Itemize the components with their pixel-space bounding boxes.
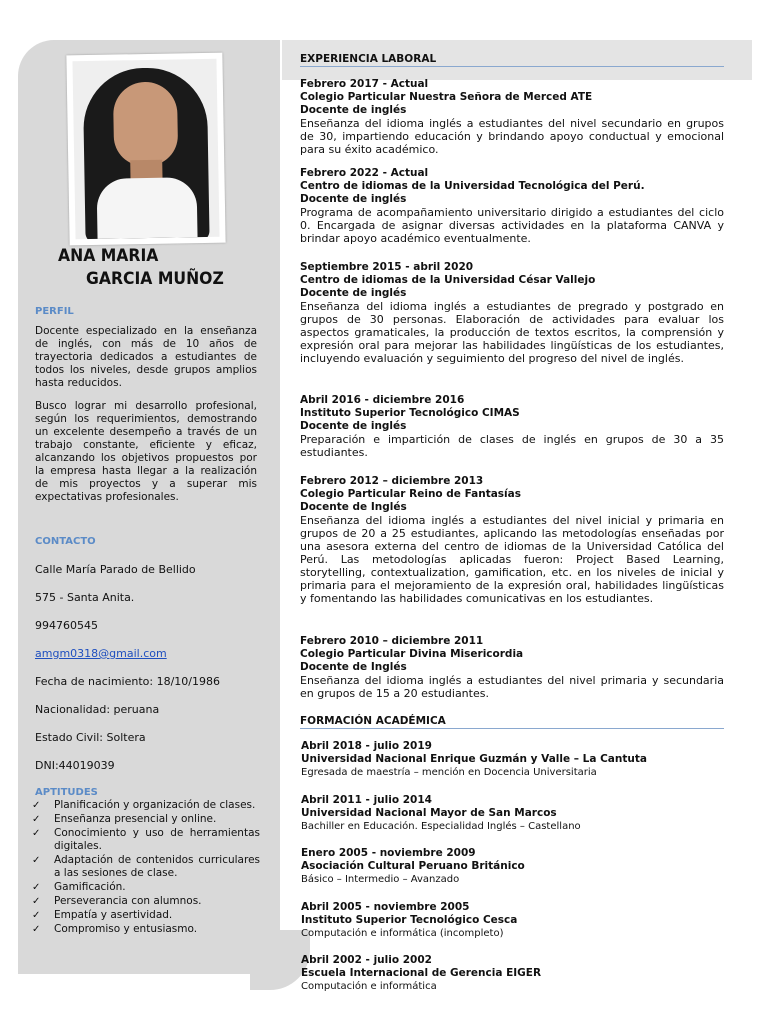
education-detail: Computación e informática (incompleto) [301, 928, 504, 939]
name-last: GARCIA MUÑOZ [86, 269, 224, 289]
job-description: Programa de acompañamiento universitario dirigido a estudiantes del ciclo 0. Encargada de asignar diversas actividades en la plataforma CANVA y brindar apoyo académico eventualmente. [300, 206, 724, 245]
education-org: Universidad Nacional Enrique Guzmán y Valle – La Cantuta [301, 753, 647, 765]
contact-civil: Estado Civil: Soltera [35, 731, 146, 744]
education-org: Escuela Internacional de Gerencia EIGER [301, 967, 542, 979]
checkmark-icon: ✓ [32, 910, 41, 921]
job-org: Colegio Particular Divina Misericordia [300, 648, 524, 660]
job-org: Centro de idiomas de la Universidad Tecnológica del Perú. [300, 180, 645, 192]
job-role: Docente de inglés [300, 104, 407, 116]
contact-dni: DNI:44019039 [35, 759, 115, 772]
job-period: Febrero 2010 – diciembre 2011 [300, 635, 484, 647]
education-heading: FORMACIÓN ACADÉMICA [300, 715, 724, 729]
job-period: Abril 2016 - diciembre 2016 [300, 394, 465, 406]
skills-list [32, 799, 260, 937]
checkmark-icon: ✓ [32, 882, 41, 893]
skill-item: ✓ Planificación y organización de clases. [32, 799, 256, 811]
education-period: Enero 2005 - noviembre 2009 [301, 847, 476, 859]
job-period: Febrero 2022 - Actual [300, 167, 429, 179]
job-description: Enseñanza del idioma inglés a estudiantes del nivel primaria y secundaria en grupos de 15 a 20 estudiantes. [300, 674, 724, 700]
contact-birth: Fecha de nacimiento: 18/10/1986 [35, 675, 220, 688]
contact-address: Calle María Parado de Bellido [35, 563, 196, 576]
checkmark-icon: ✓ [32, 896, 41, 907]
education-entry [301, 794, 725, 833]
job-entry [300, 261, 724, 365]
skill-item: ✓ Empatía y asertividad. [32, 909, 173, 921]
education-org: Asociación Cultural Peruano Británico [301, 860, 525, 872]
skill-item: ✓ Compromiso y entusiasmo. [32, 923, 198, 935]
contact-nationality: Nacionalidad: peruana [35, 703, 160, 716]
checkmark-icon: ✓ [32, 800, 41, 811]
name-first: ANA MARIA [58, 246, 159, 266]
job-entry [300, 635, 724, 700]
profile-heading: PERFIL [35, 306, 74, 317]
education-detail: Básico – Intermedio – Avanzado [301, 874, 460, 885]
job-period: Septiembre 2015 - abril 2020 [300, 261, 474, 273]
skill-item: ✓ Gamificación. [32, 881, 126, 893]
contact-district: 575 - Santa Anita. [35, 591, 135, 604]
job-org: Colegio Particular Reino de Fantasías [300, 488, 521, 500]
contact-heading: CONTACTO [35, 536, 96, 547]
education-entry [301, 954, 725, 993]
job-entry [300, 167, 724, 245]
checkmark-icon: ✓ [32, 814, 41, 825]
skill-item: ✓ Perseverancia con alumnos. [32, 895, 202, 907]
education-detail: Computación e informática [301, 981, 437, 992]
education-period: Abril 2011 - julio 2014 [301, 794, 432, 806]
job-entry [300, 394, 724, 459]
contact-email-link[interactable]: amgm0318@gmail.com [35, 647, 167, 660]
job-description: Enseñanza del idioma inglés a estudiantes del nivel inicial y primaria en grupos de 20 a 25 estudiantes, aplicando las metodologías enseñadas por una asesora externa del centro de idiomas de la Universidad Católica del Perú. Las metodologías aplicadas fueron: Project Based Learning, storytelling, contextualization, gamification, etc. en los niveles de inicial y primaria para el mejoramiento de la expresión oral, habilidades lingüísticas y fomentando las habilidades comunicativas en los estudiantes. [300, 514, 724, 605]
job-org: Centro de idiomas de la Universidad César Vallejo [300, 274, 596, 286]
checkmark-icon: ✓ [32, 828, 41, 839]
skill-item: ✓ Enseñanza presencial y online. [32, 813, 217, 825]
job-period: Febrero 2012 – diciembre 2013 [300, 475, 484, 487]
education-entry [301, 901, 725, 940]
education-detail: Bachiller en Educación. Especialidad Inglés – Castellano [301, 821, 581, 832]
contact-phone: 994760545 [35, 619, 98, 632]
profile-paragraph-2: Busco lograr mi desarrollo profesional, según los requerimientos, demostrando un excelente desempeño a través de un trabajo constante, eficiente y eficaz, alcanzando los objetivos propuestos por la empresa hasta llegar a la realización de mis proyectos y a superar mis expectativas profesionales. [35, 400, 257, 503]
skills-heading: APTITUDES [35, 787, 98, 798]
skill-item: ✓ Conocimiento y uso de herramientas digitales. [32, 827, 260, 852]
education-entry [301, 740, 725, 779]
education-detail: Egresada de maestría – mención en Docencia Universitaria [301, 767, 597, 778]
job-role: Docente de inglés [300, 287, 407, 299]
checkmark-icon: ✓ [32, 855, 41, 866]
job-org: Instituto Superior Tecnológico CIMAS [300, 407, 520, 419]
job-description: Enseñanza del idioma inglés a estudiantes de pregrado y postgrado en grupos de 30 personas. Elaboración de actividades para evaluar los aspectos gramaticales, la producción de textos escritos, la comprensión y expresión oral para mejorar las habilidades lingüísticas de los estudiantes, incluyendo evaluación y seguimiento del progreso del nivel de inglés. [300, 300, 724, 365]
job-role: Docente de inglés [300, 193, 407, 205]
education-org: Universidad Nacional Mayor de San Marcos [301, 807, 557, 819]
job-role: Docente de Inglés [300, 501, 407, 513]
profile-paragraph-1: Docente especializado en la enseñanza de inglés, con más de 10 años de trayectoria dedicados a estudiantes de todos los niveles, desde grupos amplios hasta reducidos. [35, 325, 257, 389]
education-period: Abril 2005 - noviembre 2005 [301, 901, 470, 913]
experience-heading: EXPERIENCIA LABORAL [300, 53, 724, 67]
job-entry [300, 475, 724, 605]
job-role: Docente de Inglés [300, 661, 407, 673]
checkmark-icon: ✓ [32, 924, 41, 935]
education-period: Abril 2002 - julio 2002 [301, 954, 432, 966]
job-org: Colegio Particular Nuestra Señora de Merced ATE [300, 91, 593, 103]
job-entry [300, 78, 724, 156]
job-role: Docente de inglés [300, 420, 407, 432]
skill-item: ✓ Adaptación de contenidos curriculares a las sesiones de clase. [32, 854, 260, 879]
job-description: Enseñanza del idioma inglés a estudiantes del nivel secundario en grupos de 30, impartiendo educación y brindando apoyo conductual y emocional para su éxito académico. [300, 117, 724, 156]
education-period: Abril 2018 - julio 2019 [301, 740, 432, 752]
job-period: Febrero 2017 - Actual [300, 78, 429, 90]
education-entry [301, 847, 725, 886]
profile-photo [66, 53, 225, 246]
education-org: Instituto Superior Tecnológico Cesca [301, 914, 518, 926]
job-description: Preparación e impartición de clases de inglés en grupos de 30 a 35 estudiantes. [300, 433, 724, 459]
